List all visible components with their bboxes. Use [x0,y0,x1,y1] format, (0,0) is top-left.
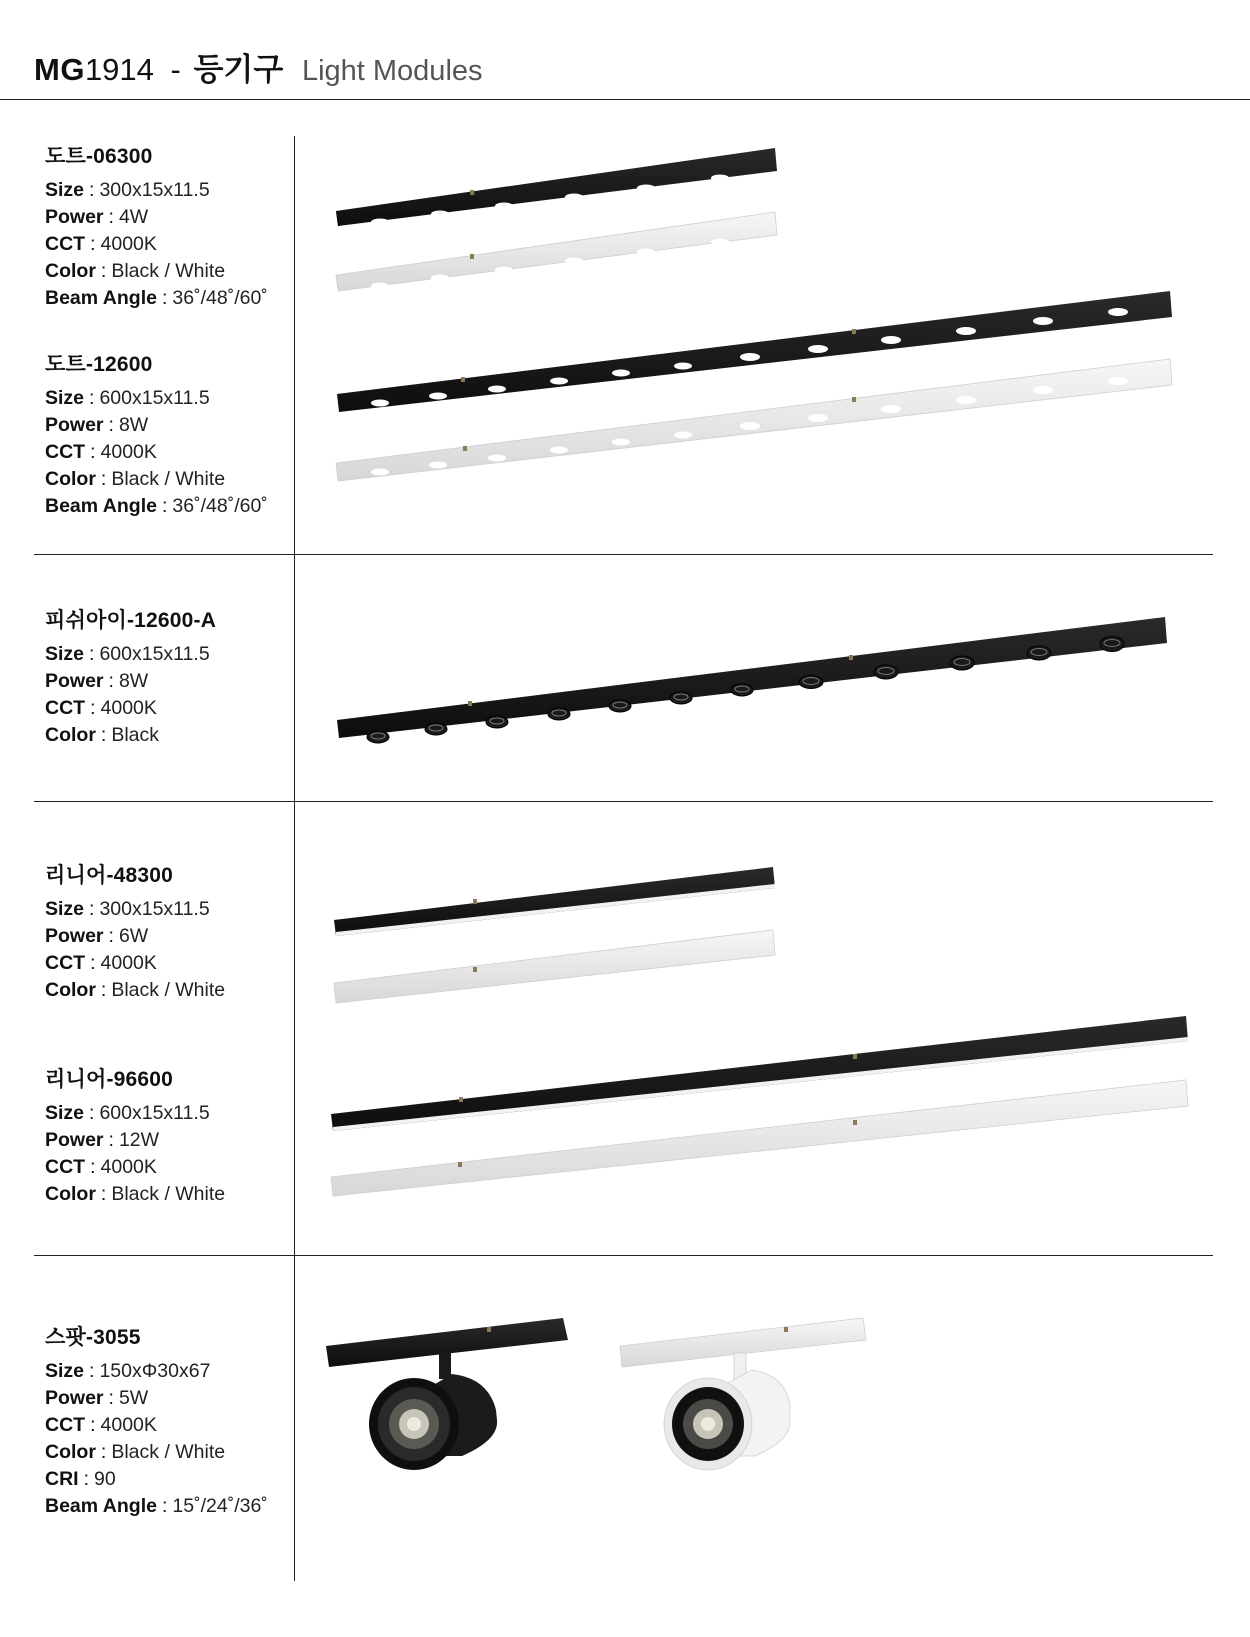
title-english: Light Modules [301,55,483,87]
model-number: 1914 [84,52,154,87]
dot-06300-black-image [336,148,777,226]
color-row: Color : Black / White [45,1441,226,1463]
title-dash: - [170,52,181,87]
color-row: Color : Black / White [45,468,226,490]
power-label: Power [45,925,104,947]
beam-value: 36˚/48˚/60˚ [172,287,268,309]
power-label: Power [45,670,104,692]
cri-label: CRI [45,1468,79,1490]
cct-row: CCT : 4000K [45,1156,157,1178]
power-label: Power [45,206,104,228]
product-name: 도트-06300 [45,145,153,168]
power-row: Power : 12W [45,1129,160,1151]
size-label: Size [45,179,85,201]
size-label: Size [45,1360,85,1382]
color-label: Color [45,979,96,1001]
size-value: 150xΦ30x67 [99,1360,211,1382]
beam-row: Beam Angle : 36˚/48˚/60˚ [45,495,268,517]
beam-label: Beam Angle [45,1495,157,1517]
cct-value: 4000K [100,697,157,719]
cct-label: CCT [45,697,86,719]
size-value: 600x15x11.5 [99,387,210,409]
power-label: Power [45,414,104,436]
power-value: 12W [118,1129,160,1151]
cri-row: CRI : 90 [45,1468,116,1490]
beam-label: Beam Angle [45,287,157,309]
size-row: Size : 300x15x11.5 [45,179,210,201]
title-korean: 등기구 [193,52,284,87]
size-value: 300x15x11.5 [99,179,210,201]
size-row: Size : 600x15x11.5 [45,643,210,665]
cct-row: CCT : 4000K [45,1414,157,1436]
power-label: Power [45,1387,104,1409]
dot-06300-white-image [336,212,777,291]
color-label: Color [45,260,96,282]
size-label: Size [45,387,85,409]
cct-label: CCT [45,952,86,974]
color-row: Color : Black / White [45,979,226,1001]
beam-value: 15˚/24˚/36˚ [172,1495,268,1517]
size-value: 300x15x11.5 [99,898,210,920]
color-value: Black [111,724,160,746]
power-value: 8W [118,414,149,436]
power-value: 4W [118,206,149,228]
fisheye-12600-a-image [337,617,1167,743]
color-value: Black / White [111,1441,226,1463]
cct-label: CCT [45,1414,86,1436]
power-label: Power [45,1129,104,1151]
cct-row: CCT : 4000K [45,952,157,974]
beam-row: Beam Angle : 36˚/48˚/60˚ [45,287,268,309]
size-label: Size [45,898,85,920]
color-label: Color [45,724,96,746]
size-row: Size : 600x15x11.5 [45,1102,210,1124]
linear-48300-black-image [334,867,775,936]
cct-row: CCT : 4000K [45,697,157,719]
spot-3055-white-image [620,1318,866,1470]
color-row: Color : Black / White [45,260,226,282]
power-value: 5W [118,1387,149,1409]
color-label: Color [45,468,96,490]
cct-row: CCT : 4000K [45,233,157,255]
size-row: Size : 150xΦ30x67 [45,1360,211,1382]
cct-value: 4000K [100,1156,157,1178]
size-value: 600x15x11.5 [99,643,210,665]
size-label: Size [45,1102,85,1124]
power-value: 8W [118,670,149,692]
color-value: Black / White [111,260,226,282]
cct-label: CCT [45,233,86,255]
cct-value: 4000K [100,1414,157,1436]
linear-48300-white-image [334,930,775,1003]
model-prefix: MG [34,52,85,87]
product-name: 피쉬아이-12600-A [45,609,217,632]
cct-value: 4000K [100,952,157,974]
power-row: Power : 5W [45,1387,149,1409]
spot-3055-black-image [326,1318,568,1470]
beam-row: Beam Angle : 15˚/24˚/36˚ [45,1495,268,1517]
power-row: Power : 6W [45,925,149,947]
power-row: Power : 8W [45,414,149,436]
color-value: Black / White [111,1183,226,1205]
beam-label: Beam Angle [45,495,157,517]
beam-value: 36˚/48˚/60˚ [172,495,268,517]
color-label: Color [45,1441,96,1463]
cct-value: 4000K [100,233,157,255]
color-value: Black / White [111,468,226,490]
size-row: Size : 300x15x11.5 [45,898,210,920]
cct-label: CCT [45,1156,86,1178]
power-row: Power : 4W [45,206,149,228]
size-label: Size [45,643,85,665]
color-value: Black / White [111,979,226,1001]
product-name: 리니어-96600 [45,1068,174,1091]
color-row: Color : Black [45,724,160,746]
cri-value: 90 [94,1468,116,1490]
cct-value: 4000K [100,441,157,463]
color-row: Color : Black / White [45,1183,226,1205]
color-label: Color [45,1183,96,1205]
cct-row: CCT : 4000K [45,441,157,463]
product-name: 스팟-3055 [45,1326,141,1349]
product-name: 리니어-48300 [45,864,174,887]
power-value: 6W [118,925,149,947]
size-value: 600x15x11.5 [99,1102,210,1124]
product-name: 도트-12600 [45,353,153,376]
size-row: Size : 600x15x11.5 [45,387,210,409]
power-row: Power : 8W [45,670,149,692]
cct-label: CCT [45,441,86,463]
